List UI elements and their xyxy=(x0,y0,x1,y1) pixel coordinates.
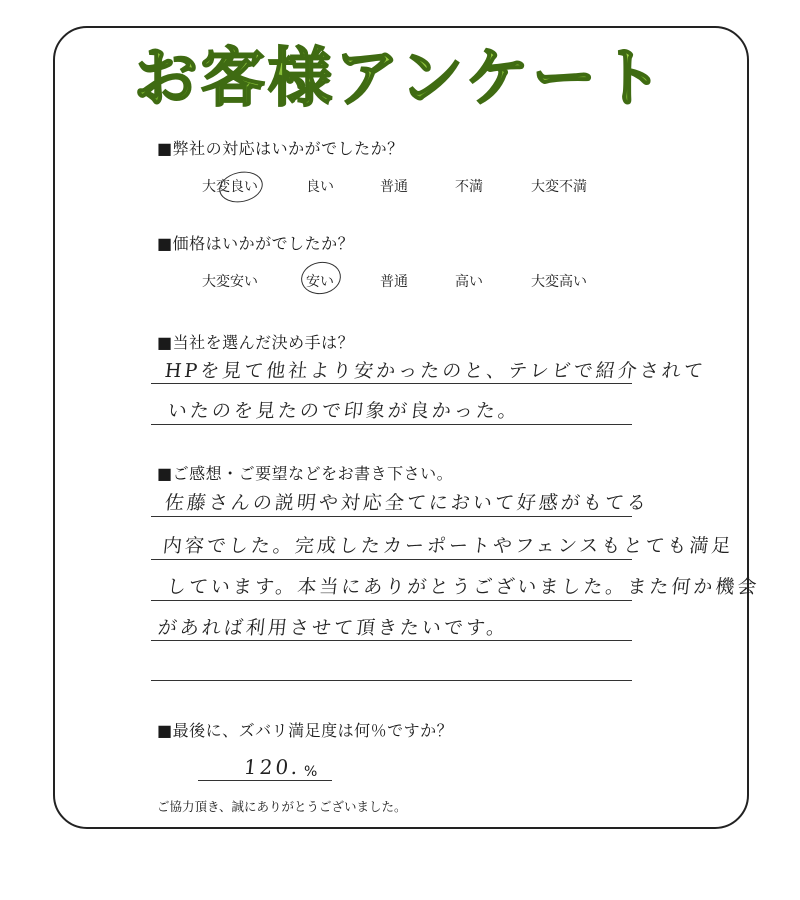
option-q1-2: 普通 xyxy=(380,179,408,195)
question-price: ■価格はいかがでしたか？ xyxy=(157,234,355,253)
question-comments: ■ご感想・ご要望などをお書き下さい。 xyxy=(157,464,454,483)
satisfaction-answer: 120. xyxy=(242,755,302,779)
answer-rule xyxy=(151,640,632,641)
option-q2-3: 高い xyxy=(455,274,483,290)
question-deciding-factor: ■当社を選んだ決め手は？ xyxy=(157,333,355,352)
option-q1-0: 大変良い xyxy=(202,179,258,195)
option-q1-1: 良い xyxy=(306,179,334,195)
option-q1-4: 大変不満 xyxy=(531,179,587,195)
option-q2-1: 安い xyxy=(306,274,334,290)
answer-line: HPを見て他社より安かったのと、テレビで紹介されて xyxy=(163,360,707,382)
answer-rule xyxy=(198,780,332,781)
answer-rule xyxy=(151,424,632,425)
answer-rule xyxy=(151,559,632,560)
answer-line: があれば利用させて頂きたいです。 xyxy=(156,617,510,639)
survey-title-text: お客様アンケート xyxy=(133,42,667,116)
answer-rule xyxy=(151,516,632,517)
answer-rule xyxy=(151,600,632,601)
answer-rule xyxy=(151,383,632,384)
answer-line: いたのを見たので印象が良かった。 xyxy=(166,400,522,422)
answer-line: 佐藤さんの説明や対応全てにおいて好感がもてる xyxy=(163,492,651,514)
survey-title xyxy=(0,36,800,116)
answer-line: 内容でした。完成したカーポートやフェンスもとても満足 xyxy=(161,535,735,557)
thank-you-note: ご協力頂き、誠にありがとうございました。 xyxy=(157,799,407,814)
percent-unit: % xyxy=(304,764,318,780)
option-q2-4: 大変高い xyxy=(531,274,587,290)
answer-line: しています。本当にありがとうございました。また何か機会 xyxy=(165,576,761,598)
option-q2-0: 大変安い xyxy=(202,274,258,290)
answer-rule xyxy=(151,680,632,681)
question-service: ■弊社の対応はいかがでしたか？ xyxy=(157,139,404,158)
question-satisfaction: ■最後に、ズバリ満足度は何％ですか？ xyxy=(157,721,454,740)
option-q1-3: 不満 xyxy=(455,179,483,195)
option-q2-2: 普通 xyxy=(380,274,408,290)
